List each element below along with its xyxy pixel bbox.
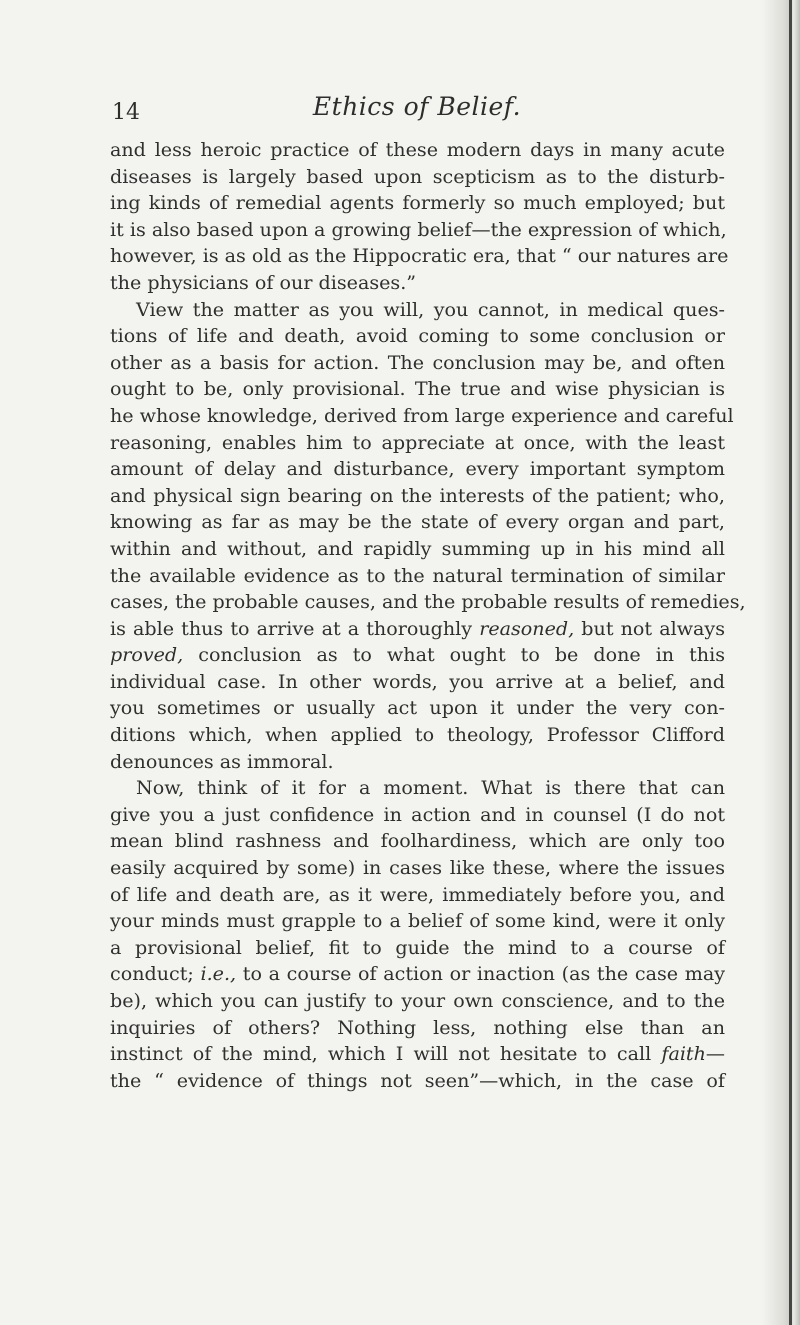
paragraph-start-line: Now, think of it for a moment. What is there that can — [136, 776, 725, 800]
text-line: cases, the probable causes, and the probable results of remedies, — [110, 590, 746, 614]
text-line: however, is as old as the Hippocratic era, that “ our natures are — [110, 244, 729, 268]
text-line: ought to be, only provisional. The true and wise physician is — [110, 377, 725, 401]
page-binding-edge — [789, 0, 792, 1325]
text-line: individual case. In other words, you arrive at a belief, and — [110, 669, 725, 693]
text-line: mean blind rashness and foolhardiness, which are only too — [110, 829, 725, 853]
text-line: denounces as immoral. — [110, 749, 334, 773]
italic-word: i.e., — [200, 962, 237, 986]
running-title: Ethics of Belief. — [312, 92, 522, 121]
text-line: he whose knowledge, derived from large experience and careful — [110, 403, 734, 427]
italic-word: reasoned, — [479, 616, 575, 640]
text-line: the “ evidence of things not seen”—which, in the case of — [110, 1068, 725, 1092]
text-line: ditions which, when applied to theology, Professor Clifford — [110, 723, 725, 747]
text-line: within and without, and rapidly summing up in his mind all — [110, 536, 725, 560]
text-line: amount of delay and disturbance, every important symptom — [110, 457, 725, 481]
text-line: it is also based upon a growing belief—the expression of which, — [110, 217, 727, 241]
paragraph-start-line: View the matter as you will, you cannot, in medical ques- — [136, 297, 725, 321]
page-binding-shadow — [762, 0, 800, 1325]
text-line: ing kinds of remedial agents formerly so much employed; but — [110, 191, 725, 215]
text-line: and physical sign bearing on the interests of the patient; who, — [110, 483, 725, 507]
text-line: reasoning, enables him to appreciate at once, with the least — [110, 430, 725, 454]
text-line: inquiries of others? Nothing less, nothing else than an — [110, 1015, 725, 1039]
text-line: you sometimes or usually act upon it under the very con- — [110, 696, 725, 720]
text-line: instinct of the mind, which I will not hesitate to call faith— — [110, 1042, 725, 1066]
text-line: is able thus to arrive at a thoroughly reasoned, but not always — [110, 616, 726, 640]
italic-word: faith — [661, 1042, 706, 1066]
text-line: conduct; i.e., to a course of action or inaction (as the case may — [110, 962, 725, 986]
text-line: your minds must grapple to a belief of some kind, were it only — [110, 909, 725, 933]
text-line: give you a just confidence in action and in counsel (I do not — [110, 802, 725, 826]
page-header — [112, 92, 722, 132]
page-number: 14 — [112, 100, 140, 125]
text-line: knowing as far as may be the state of every organ and part, — [110, 510, 725, 534]
text-line: and less heroic practice of these modern days in many acute — [110, 138, 725, 161]
text-line: be), which you can justify to your own conscience, and to the — [110, 989, 725, 1012]
text-line: proved, conclusion as to what ought to be done in this — [110, 643, 725, 667]
text-line: the available evidence as to the natural termination of similar — [110, 563, 725, 587]
body-text — [110, 137, 746, 1094]
text-line: of life and death are, as it were, immediately before you, and — [110, 882, 725, 906]
text-line: tions of life and death, avoid coming to some conclusion or — [110, 324, 725, 348]
text-line: the physicians of our diseases.” — [110, 270, 417, 294]
text-line: other as a basis for action. The conclusion may be, and often — [110, 350, 725, 374]
text-line: a provisional belief, fit to guide the mind to a course of — [110, 935, 725, 959]
text-line: easily acquired by some) in cases like these, where the issues — [110, 856, 725, 880]
italic-word: proved, — [110, 643, 184, 667]
text-line: diseases is largely based upon scepticism as to the disturb- — [110, 164, 725, 188]
